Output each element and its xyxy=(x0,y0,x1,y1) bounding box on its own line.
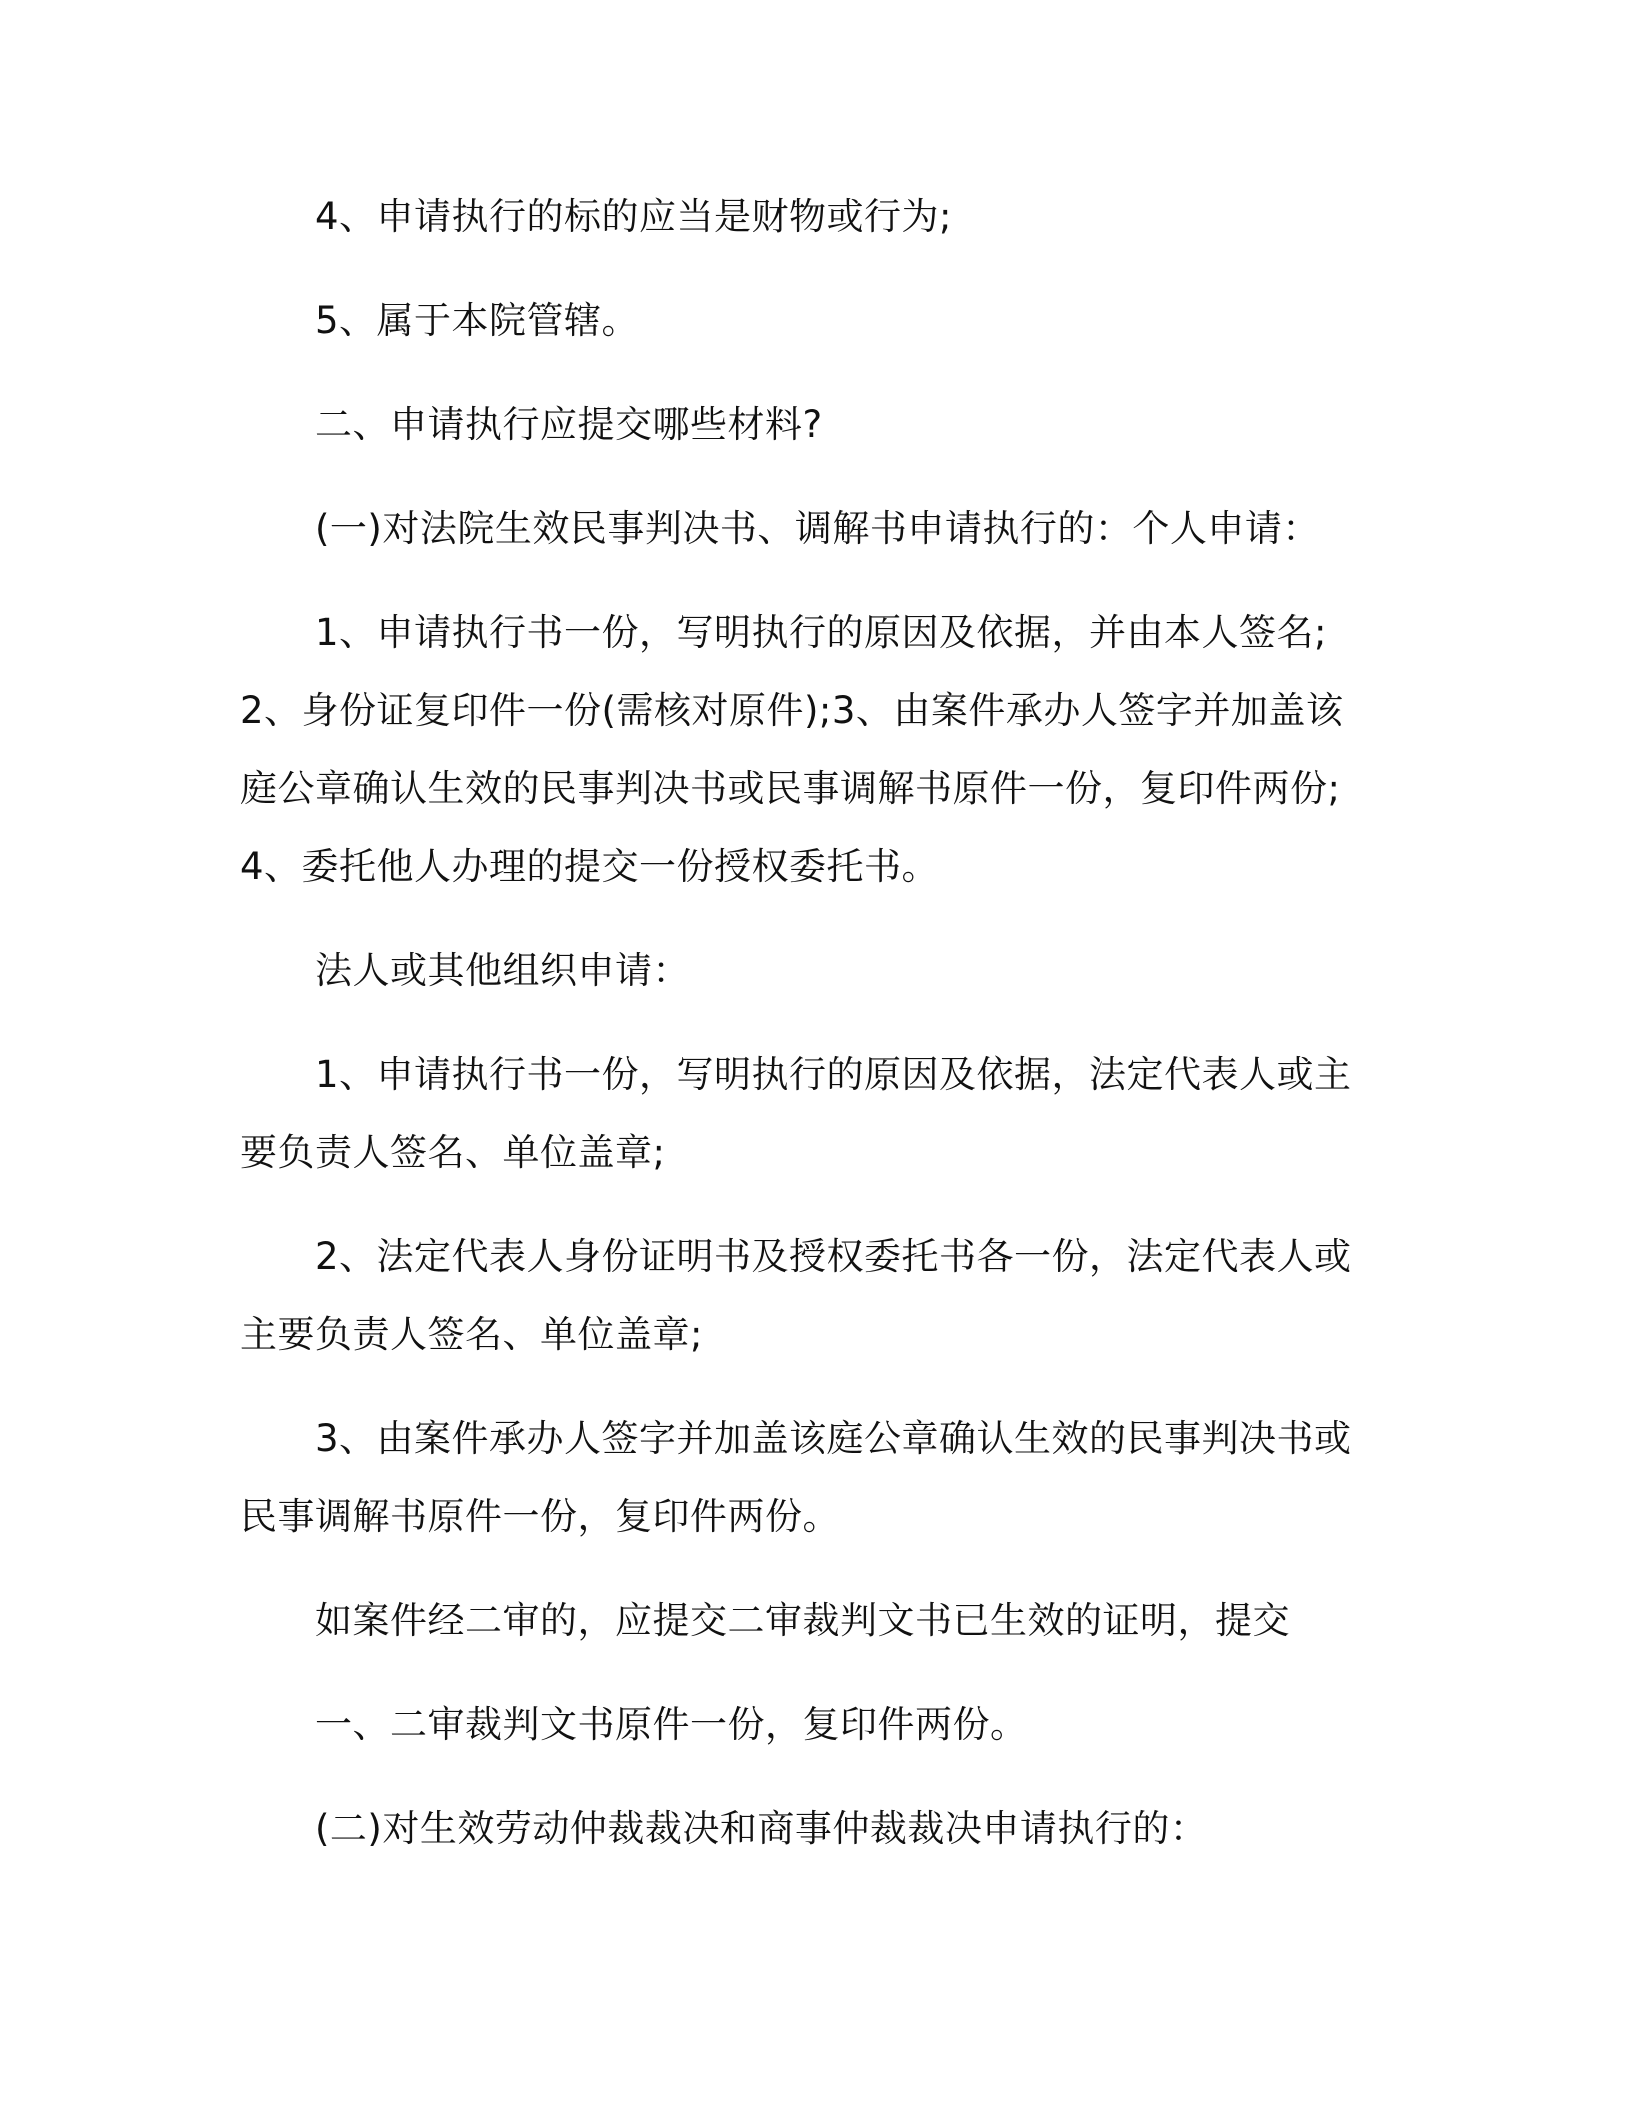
subsection-arbitration: (二)对生效劳动仲裁裁决和商事仲裁裁决申请执行的： xyxy=(315,1807,1208,1850)
paragraph-legal-person-item-2: 2、法定代表人身份证明书及授权委托书各一份，法定代表人或主要负责人签名、单位盖章; xyxy=(240,1235,1352,1356)
paragraph-item-5: 5、属于本院管辖。 xyxy=(315,299,640,342)
paragraph-legal-person-item-3: 3、由案件承办人签字并加盖该庭公章确认生效的民事判决书或民事调解书原件一份，复印件两份。 xyxy=(240,1417,1352,1538)
paragraph-legal-person-item-1: 1、申请执行书一份，写明执行的原因及依据，法定代表人或主要负责人签名、单位盖章; xyxy=(240,1053,1352,1174)
document-body xyxy=(240,178,1372,1894)
paragraph-second-instance-docs: 一、二审裁判文书原件一份，复印件两份。 xyxy=(315,1703,1028,1746)
subsection-civil-judgment: (一)对法院生效民事判决书、调解书申请执行的：个人申请： xyxy=(315,507,1320,550)
section-heading-materials: 二、申请执行应提交哪些材料? xyxy=(315,403,823,446)
paragraph-individual-materials: 1、申请执行书一份，写明执行的原因及依据，并由本人签名;2、身份证复印件一份(需核对原件);3、由案件承办人签字并加盖该庭公章确认生效的民事判决书或民事调解书原件一份，复印件两份;4、委托他人办理的提交一份授权委托书。 xyxy=(240,611,1344,888)
paragraph-second-instance: 如案件经二审的，应提交二审裁判文书已生效的证明，提交 xyxy=(315,1599,1290,1642)
paragraph-item-4: 4、申请执行的标的应当是财物或行为; xyxy=(315,195,953,238)
paragraph-legal-person-heading: 法人或其他组织申请： xyxy=(315,949,690,992)
